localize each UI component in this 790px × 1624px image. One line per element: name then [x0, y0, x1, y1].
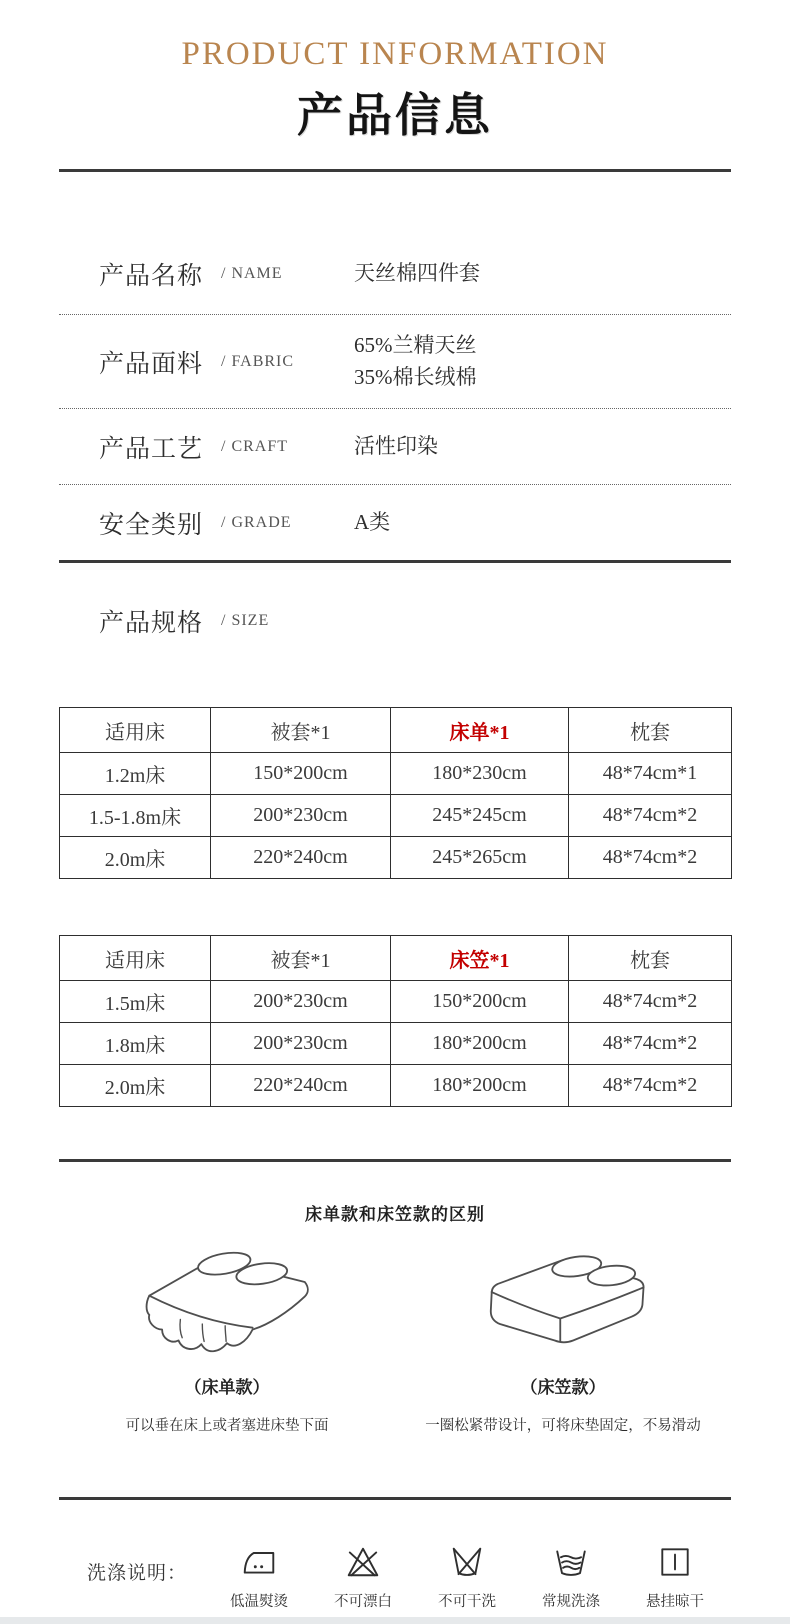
figure-caption: （床单款） — [184, 1378, 270, 1397]
comparison-figures — [59, 1239, 731, 1435]
spec-sublabel: / CRAFT — [221, 437, 289, 455]
washing-item — [419, 1530, 515, 1611]
spec-label: 产品工艺 — [99, 435, 204, 463]
cell: 1.2m床 — [60, 753, 211, 795]
figure-description: 一圈松紧带设计，可将床垫固定，不易滑动 — [425, 1418, 701, 1434]
col-header-bed: 适用床 — [60, 708, 211, 753]
spec-row-craft — [59, 408, 731, 484]
no-dry-clean-icon — [448, 1544, 486, 1580]
spec-row-fabric — [59, 314, 731, 408]
washing-item — [315, 1530, 411, 1611]
col-header-pillowcase: 枕套 — [569, 708, 732, 753]
cell: 48*74cm*1 — [569, 753, 732, 795]
comparison-title: 床单款和床笠款的区别 — [305, 1205, 485, 1224]
divider — [59, 1159, 731, 1162]
washing-item — [211, 1530, 307, 1611]
product-spec-list — [59, 234, 731, 560]
table-row — [60, 1065, 732, 1107]
fabric-line-1: 65%兰精天丝 — [354, 333, 477, 357]
spec-value — [354, 330, 477, 393]
page-header — [59, 0, 731, 145]
bed-fitted-sheet-illustration — [448, 1239, 678, 1367]
washing-item-label: 不可漂白 — [334, 1594, 392, 1610]
cell: 1.5m床 — [60, 981, 211, 1023]
washing-item-label: 不可干洗 — [438, 1594, 496, 1610]
spec-row-name — [59, 234, 731, 314]
cell: 48*74cm*2 — [569, 837, 732, 879]
cell: 2.0m床 — [60, 837, 211, 879]
divider — [59, 169, 731, 172]
cell: 2.0m床 — [60, 1065, 211, 1107]
figure-caption: （床笠款） — [520, 1378, 606, 1397]
col-header-duvet: 被套*1 — [211, 936, 391, 981]
cell: 220*240cm — [211, 1065, 391, 1107]
table-row — [60, 753, 732, 795]
no-bleach-icon — [344, 1544, 382, 1580]
spec-value: 天丝棉四件套 — [354, 261, 480, 286]
bed-flat-sheet-illustration — [112, 1239, 342, 1367]
spec-sublabel: / SIZE — [221, 612, 270, 629]
cell: 1.8m床 — [60, 1023, 211, 1065]
divider — [59, 1497, 731, 1500]
comparison-item-fitted — [395, 1239, 731, 1435]
col-header-pillowcase: 枕套 — [569, 936, 732, 981]
cell: 180*200cm — [391, 1065, 569, 1107]
cell: 180*200cm — [391, 1023, 569, 1065]
table-row — [60, 1023, 732, 1065]
cell: 150*200cm — [391, 981, 569, 1023]
washing-item-label: 常规洗涤 — [542, 1594, 600, 1610]
hang-dry-icon — [656, 1544, 694, 1580]
table-row — [60, 795, 732, 837]
col-header-flat-sheet: 床单*1 — [391, 708, 569, 753]
figure-description: 可以垂在床上或者塞进床垫下面 — [125, 1418, 329, 1434]
iron-low-temp-icon — [240, 1544, 278, 1580]
spec-value: A类 — [354, 509, 391, 534]
cell: 1.5-1.8m床 — [60, 795, 211, 837]
col-header-bed: 适用床 — [60, 936, 211, 981]
spec-label: 产品名称 — [99, 263, 204, 290]
spec-sublabel: / GRADE — [221, 513, 292, 531]
table-row — [60, 837, 732, 879]
spec-row-grade — [59, 484, 731, 560]
cell: 48*74cm*2 — [569, 1065, 732, 1107]
table-header-row — [60, 936, 732, 981]
page-title-en: PRODUCT INFORMATION — [181, 36, 609, 72]
bottom-strip — [0, 1617, 790, 1624]
washing-item — [523, 1530, 619, 1611]
spec-label: 产品面料 — [99, 350, 204, 378]
cell: 150*200cm — [211, 753, 391, 795]
spec-value: 活性印染 — [354, 433, 438, 458]
comparison-item-sheet — [59, 1239, 395, 1435]
size-section-label — [59, 603, 731, 639]
washing-label: 洗涤说明： — [87, 1563, 188, 1584]
spec-sublabel: / NAME — [221, 265, 283, 282]
table-header-row — [60, 708, 732, 753]
size-table-sheet — [59, 707, 732, 879]
col-header-fitted-sheet: 床笠*1 — [391, 936, 569, 981]
washing-item-label: 低温熨烫 — [230, 1594, 288, 1610]
cell: 245*265cm — [391, 837, 569, 879]
cell: 200*230cm — [211, 1023, 391, 1065]
divider — [59, 560, 731, 563]
page-title-zh: 产品信息 — [297, 89, 493, 141]
cell: 220*240cm — [211, 837, 391, 879]
cell: 180*230cm — [391, 753, 569, 795]
washing-item — [627, 1530, 723, 1611]
cell: 48*74cm*2 — [569, 981, 732, 1023]
fabric-line-2: 35%棉长绒棉 — [354, 364, 477, 389]
washing-icon-list — [211, 1530, 723, 1611]
size-table-fitted — [59, 935, 732, 1107]
cell: 200*230cm — [211, 795, 391, 837]
cell: 48*74cm*2 — [569, 795, 732, 837]
cell: 48*74cm*2 — [569, 1023, 732, 1065]
table-row — [60, 981, 732, 1023]
washing-instructions — [59, 1530, 731, 1611]
normal-wash-icon — [552, 1544, 590, 1580]
spec-label: 产品规格 — [99, 610, 204, 637]
col-header-duvet: 被套*1 — [211, 708, 391, 753]
spec-label: 安全类别 — [99, 511, 204, 539]
washing-item-label: 悬挂晾干 — [646, 1594, 704, 1610]
cell: 245*245cm — [391, 795, 569, 837]
spec-sublabel: / FABRIC — [221, 352, 295, 370]
cell: 200*230cm — [211, 981, 391, 1023]
